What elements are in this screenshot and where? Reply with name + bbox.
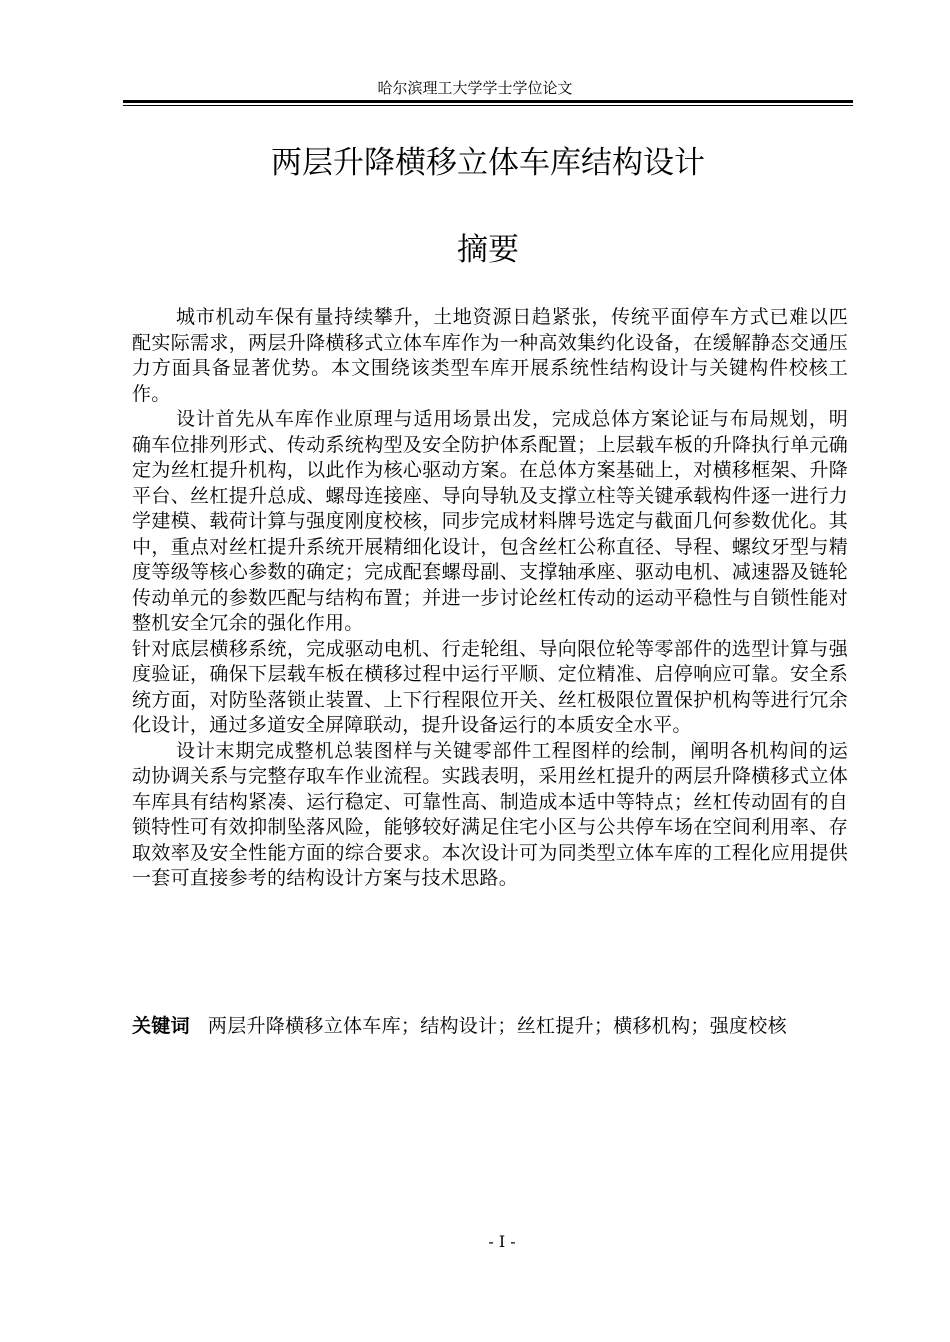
running-header: 哈尔滨理工大学学士学位论文 [377, 79, 573, 97]
keywords-text: 两层升降横移立体车库；结构设计；丝杠提升；横移机构；强度校核 [207, 1015, 787, 1037]
abstract-paragraph-4: 设计末期完成整机总装图样与关键零部件工程图样的绘制，阐明各机构间的运动协调关系与完整存取车作业流程。实践表明，采用丝杠提升的两层升降横移式立体车库具有结构紧凑、运行稳定、可靠性高、制造成本适中等特点；丝杠传动固有的自锁特性可有效抑制坠落风险，能够较好满足住宅小区与公共停车场在空间利用率、存取效率及安全性能方面的综合要求。本次设计可为同类型立体车库的工程化应用提供一套可直接参考的结构设计方案与技术思路。 [132, 739, 848, 889]
abstract-paragraph-3: 针对底层横移系统，完成驱动电机、行走轮组、导向限位轮等零部件的选型计算与强度验证，确保下层载车板在横移过程中运行平顺、定位精准、启停响应可靠。安全系统方面，对防坠落锁止装置、上下行程限位开关、丝杠极限位置保护机构等进行冗余化设计，通过多道安全屏障联动，提升设备运行的本质安全水平。 [132, 637, 848, 736]
header-rule-thick [123, 100, 853, 103]
header-rule-thin [123, 105, 853, 106]
page-number: - I - [488, 1232, 516, 1251]
keywords [132, 1014, 848, 1040]
thesis-title: 两层升降横移立体车库结构设计 [271, 145, 705, 181]
abstract-paragraph-1: 城市机动车保有量持续攀升，土地资源日趋紧张，传统平面停车方式已难以匹配实际需求，两层升降横移式立体车库作为一种高效集约化设备，在缓解静态交通压力方面具备显著优势。本文围绕该类型车库开展系统性结构设计与关键构件校核工作。 [132, 306, 848, 405]
abstract-body [132, 305, 848, 892]
abstract-paragraph-2: 设计首先从车库作业原理与适用场景出发，完成总体方案论证与布局规划，明确车位排列形式、传动系统构型及安全防护体系配置；上层载车板的升降执行单元确定为丝杠提升机构，以此作为核心驱动方案。在总体方案基础上，对横移框架、升降平台、丝杠提升总成、螺母连接座、导向导轨及支撑立柱等关键承载构件逐一进行力学建模、载荷计算与强度刚度校核，同步完成材料牌号选定与截面几何参数优化。其中，重点对丝杠提升系统开展精细化设计，包含丝杠公称直径、导程、螺纹牙型与精度等级等核心参数的确定；完成配套螺母副、支撑轴承座、驱动电机、减速器及链轮传动单元的参数匹配与结构布置；并进一步讨论丝杠传动的运动平稳性与自锁性能对整机安全冗余的强化作用。 [132, 408, 848, 634]
abstract-heading: 摘要 [457, 232, 519, 268]
keywords-label: 关键词 [132, 1015, 190, 1037]
